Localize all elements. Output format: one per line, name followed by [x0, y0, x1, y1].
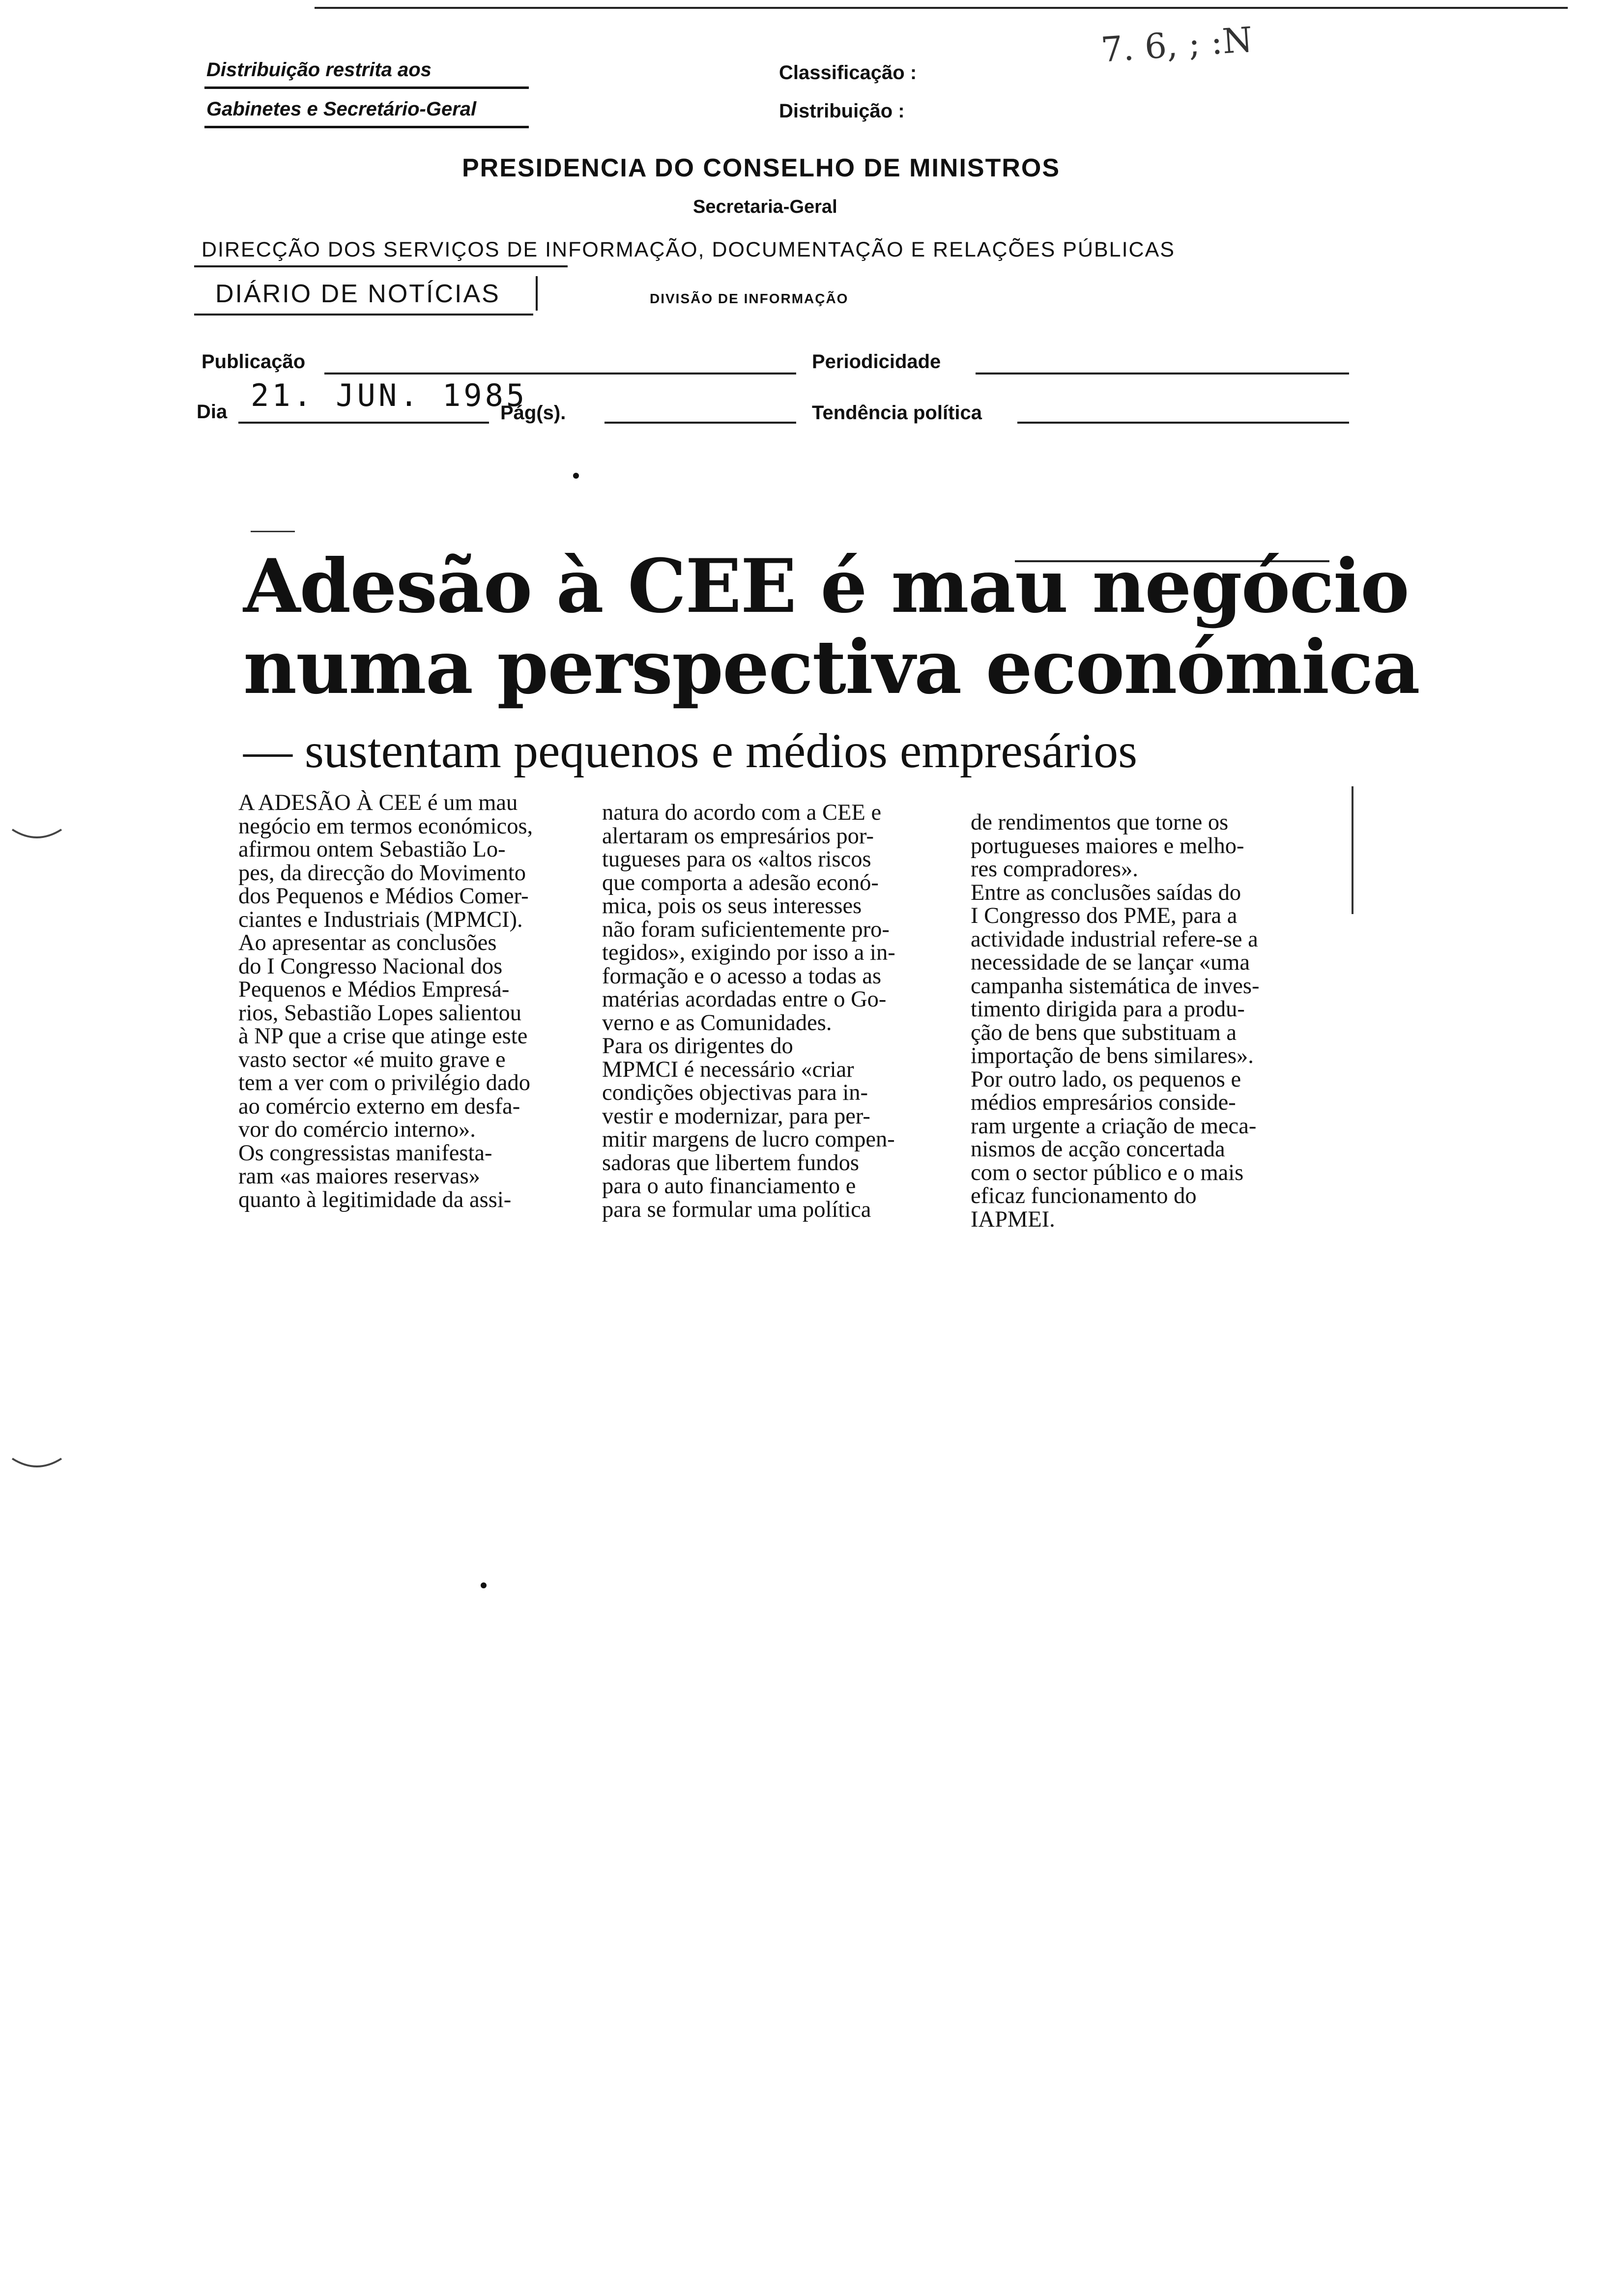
article-column-3: de rendimentos que torne os portugueses maiores e melho- res compradores». Entre as conclusões saídas do I Congresso dos PME, para a actividade industrial refere-se a necessidade de se lançar «uma campanha sistemática de inves- timento dirigida para a produ- ção de bens que substituam a importação de bens similares». Por outro lado, os pequenos e médios empresários conside- ram urgente a criação de meca- nismos de acção concertada com o sector público e o mais eficaz funcionamento do IAPMEI.: [971, 810, 1260, 1232]
clipping-edge-right: [1352, 786, 1353, 914]
stamp-border-bottom: [194, 314, 533, 316]
directorate-underline: [194, 265, 568, 267]
top-rule: [315, 7, 1568, 9]
hole-punch-mark: [10, 826, 64, 845]
division-label: DIVISÃO DE INFORMAÇÃO: [650, 291, 849, 306]
distribution-underline-2: [204, 126, 529, 128]
article-column-1: A ADESÃO À CEE é um mau negócio em termos económicos, afirmou ontem Sebastião Lo- pes, da direcção do Movimento dos Pequenos e Médios Comer- ciantes e Industriais (MPMCI). Ao apresentar as conclusões do I Congresso Nacional dos Pequenos e Médios Empresá- rios, Sebastião Lopes salientou à NP que a crise que atinge este vasto sector «é muito grave e tem a ver com o privilégio dado ao comércio externo em desfa- vor do comércio interno». Os congressistas manifesta- ram «as maiores reservas» quanto à legitimidade da assi-: [238, 790, 533, 1212]
distribution-restriction-line1: Distribuição restrita aos: [206, 59, 432, 81]
article-column-2: natura do acordo com a CEE e alertaram os empresários por- tugueses para os «altos riscos que comporta a adesão econó- mica, pois os seus interesses não foram suficientemente pro- tegidos», exigindo por isso a in- formação e o acesso a todas as matérias acordadas entre o Go- verno e as Comunidades. Para os dirigentes do MPMCI é necessário «criar condições objectivas para in- vestir e modernizar, para per- mitir margens de lucro compen- sadoras que libertem fundos para o auto financiamento e para se formular uma política: [602, 800, 895, 1222]
pages-line: [604, 422, 796, 424]
distribution-restriction-line2: Gabinetes e Secretário-Geral: [206, 98, 477, 120]
publication-label: Publicação: [202, 351, 306, 373]
periodicity-line: [976, 373, 1349, 374]
hole-punch-mark: [10, 1455, 64, 1474]
publication-line: [324, 373, 796, 374]
distribution-underline-1: [204, 86, 529, 89]
directorate-line: DIRECÇÃO DOS SERVIÇOS DE INFORMAÇÃO, DOCUMENTAÇÃO E RELAÇÕES PÚBLICAS: [202, 238, 1175, 261]
clipping-mark: [251, 531, 295, 532]
stamp-border-right: [536, 276, 538, 311]
article-headline-line1: Adesão à CEE é mau negócio: [243, 543, 1409, 630]
day-label: Dia: [197, 401, 228, 423]
article-headline-line2: numa perspectiva económica: [243, 624, 1419, 711]
distribution-label: Distribuição :: [779, 100, 905, 122]
source-stamp: DIÁRIO DE NOTÍCIAS: [215, 280, 500, 308]
handwritten-note: 7. 6, ; :N: [1099, 19, 1254, 70]
date-value: 21. JUN. 1985: [251, 377, 528, 413]
periodicity-label: Periodicidade: [812, 351, 941, 373]
speck: [481, 1582, 487, 1588]
institution-title: PRESIDENCIA DO CONSELHO DE MINISTROS: [462, 154, 1061, 182]
date-line: [238, 422, 489, 424]
political-tendency-line: [1017, 422, 1349, 424]
article-subheadline: — sustentam pequenos e médios empresários: [243, 723, 1138, 778]
classification-label: Classificação :: [779, 62, 917, 84]
speck: [573, 473, 579, 479]
pages-label: Pág(s).: [500, 402, 566, 424]
secretariat-label: Secretaria-Geral: [693, 197, 837, 217]
political-tendency-label: Tendência política: [812, 402, 982, 424]
